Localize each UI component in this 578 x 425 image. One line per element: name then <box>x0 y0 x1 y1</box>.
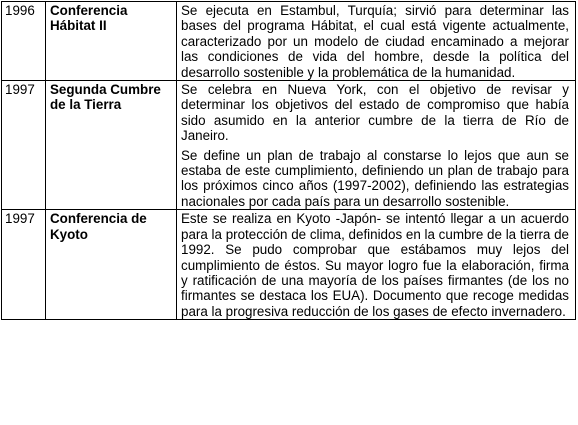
event-cell: Segunda Cumbre de la Tierra <box>46 81 177 210</box>
description-paragraph: Este se realiza en Kyoto -Japón- se intentó llegar a un acuerdo para la protección de clima, definidos en la cumbre de la tierra de 1992. Se pudo comprobar que estábamos muy lejos del cumplimiento de éstos. Su mayor logro fue la elaboración, firma y ratificación de una mayoría de los países firmantes (de los no firmantes se destaca los EUA). Documento que recoge medidas para la progresiva reducción de los gases de efecto invernadero. <box>181 211 569 319</box>
year-cell: 1997 <box>2 81 46 210</box>
event-cell: Conferencia de Kyoto <box>46 210 177 320</box>
table-row <box>2 2 576 81</box>
event-cell: Conferencia Hábitat II <box>46 2 177 81</box>
description-paragraph: Se celebra en Nueva York, con el objetivo de revisar y determinar los objetivos del estado de compromiso que había sido asumido en la anterior cumbre de la tierra de Río de Janeiro. <box>181 82 569 144</box>
description-paragraph: Se define un plan de trabajo al constarse lo lejos que aun se estaba de este cumplimiento, definiendo un plan de trabajo para los próximos cinco años (1997-2002), definiendo las estrategias nacionales por cada país para un desarrollo sostenible. <box>181 147 569 209</box>
description-paragraph: Se ejecuta en Estambul, Turquía; sirvió para determinar las bases del programa Hábitat, el cual está vigente actualmente, caracterizado por un modelo de ciudad encaminado a mejorar las condiciones de vida del hombre, desde la política del desarrollo sostenible y la problemática de la humanidad. <box>181 3 569 80</box>
description-cell <box>177 210 576 320</box>
table-row <box>2 210 576 320</box>
year-cell: 1997 <box>2 210 46 320</box>
year-cell: 1996 <box>2 2 46 81</box>
description-cell <box>177 2 576 81</box>
description-cell <box>177 81 576 210</box>
table-row <box>2 81 576 210</box>
events-table <box>1 1 576 320</box>
